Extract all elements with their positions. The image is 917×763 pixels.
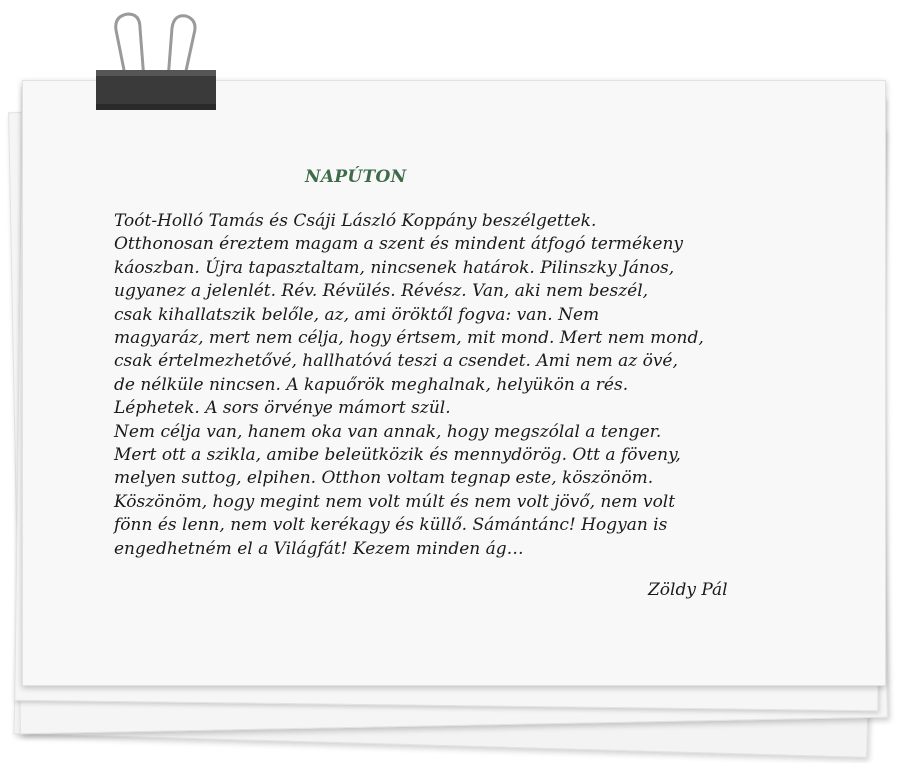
text-line: Mert ott a szikla, amibe beleütközik és mennydörög. Ott a föveny, (114, 445, 681, 466)
text-line: Léphetek. A sors örvénye mámort szül. (114, 398, 451, 419)
text-line: fönn és lenn, nem volt kerékagy és küllő. Sámántánc! Hogyan is (114, 515, 668, 536)
text-line: ugyanez a jelenlét. Rév. Révülés. Révész. Van, aki nem beszél, (114, 281, 649, 302)
text-line: Nem célja van, hanem oka van annak, hogy megszólal a tenger. (114, 421, 662, 442)
text-line: csak kihallatszik belőle, az, ami öröktől fogva: van. Nem (114, 304, 600, 325)
document-body (114, 210, 814, 561)
text-line: káoszban. Újra tapasztaltam, nincsenek határok. Pilinszky János, (114, 257, 675, 278)
text-line: csak értelmezhetővé, hallhatóvá teszi a csendet. Ami nem az övé, (114, 351, 678, 372)
text-line: de nélküle nincsen. A kapuőrök meghalnak, helyükön a rés. (114, 374, 629, 395)
text-line: magyaráz, mert nem célja, hogy értsem, mit mond. Mert nem mond, (114, 328, 704, 349)
text-line: Köszönöm, hogy megint nem volt múlt és nem volt jövő, nem volt (114, 491, 676, 512)
binder-clip-icon (88, 8, 228, 114)
signature: Zöldy Pál (648, 580, 728, 600)
text-line: Toót-Holló Tamás és Csáji László Koppány beszélgettek. (114, 211, 597, 231)
document-title: NAPÚTON (305, 167, 407, 187)
text-line: engedhetném el a Világfát! Kezem minden ág… (114, 538, 524, 559)
text-line: melyen suttog, elpihen. Otthon voltam tegnap este, köszönöm. (114, 468, 654, 489)
text-line: Otthonosan éreztem magam a szent és mindent átfogó termékeny (114, 234, 684, 255)
